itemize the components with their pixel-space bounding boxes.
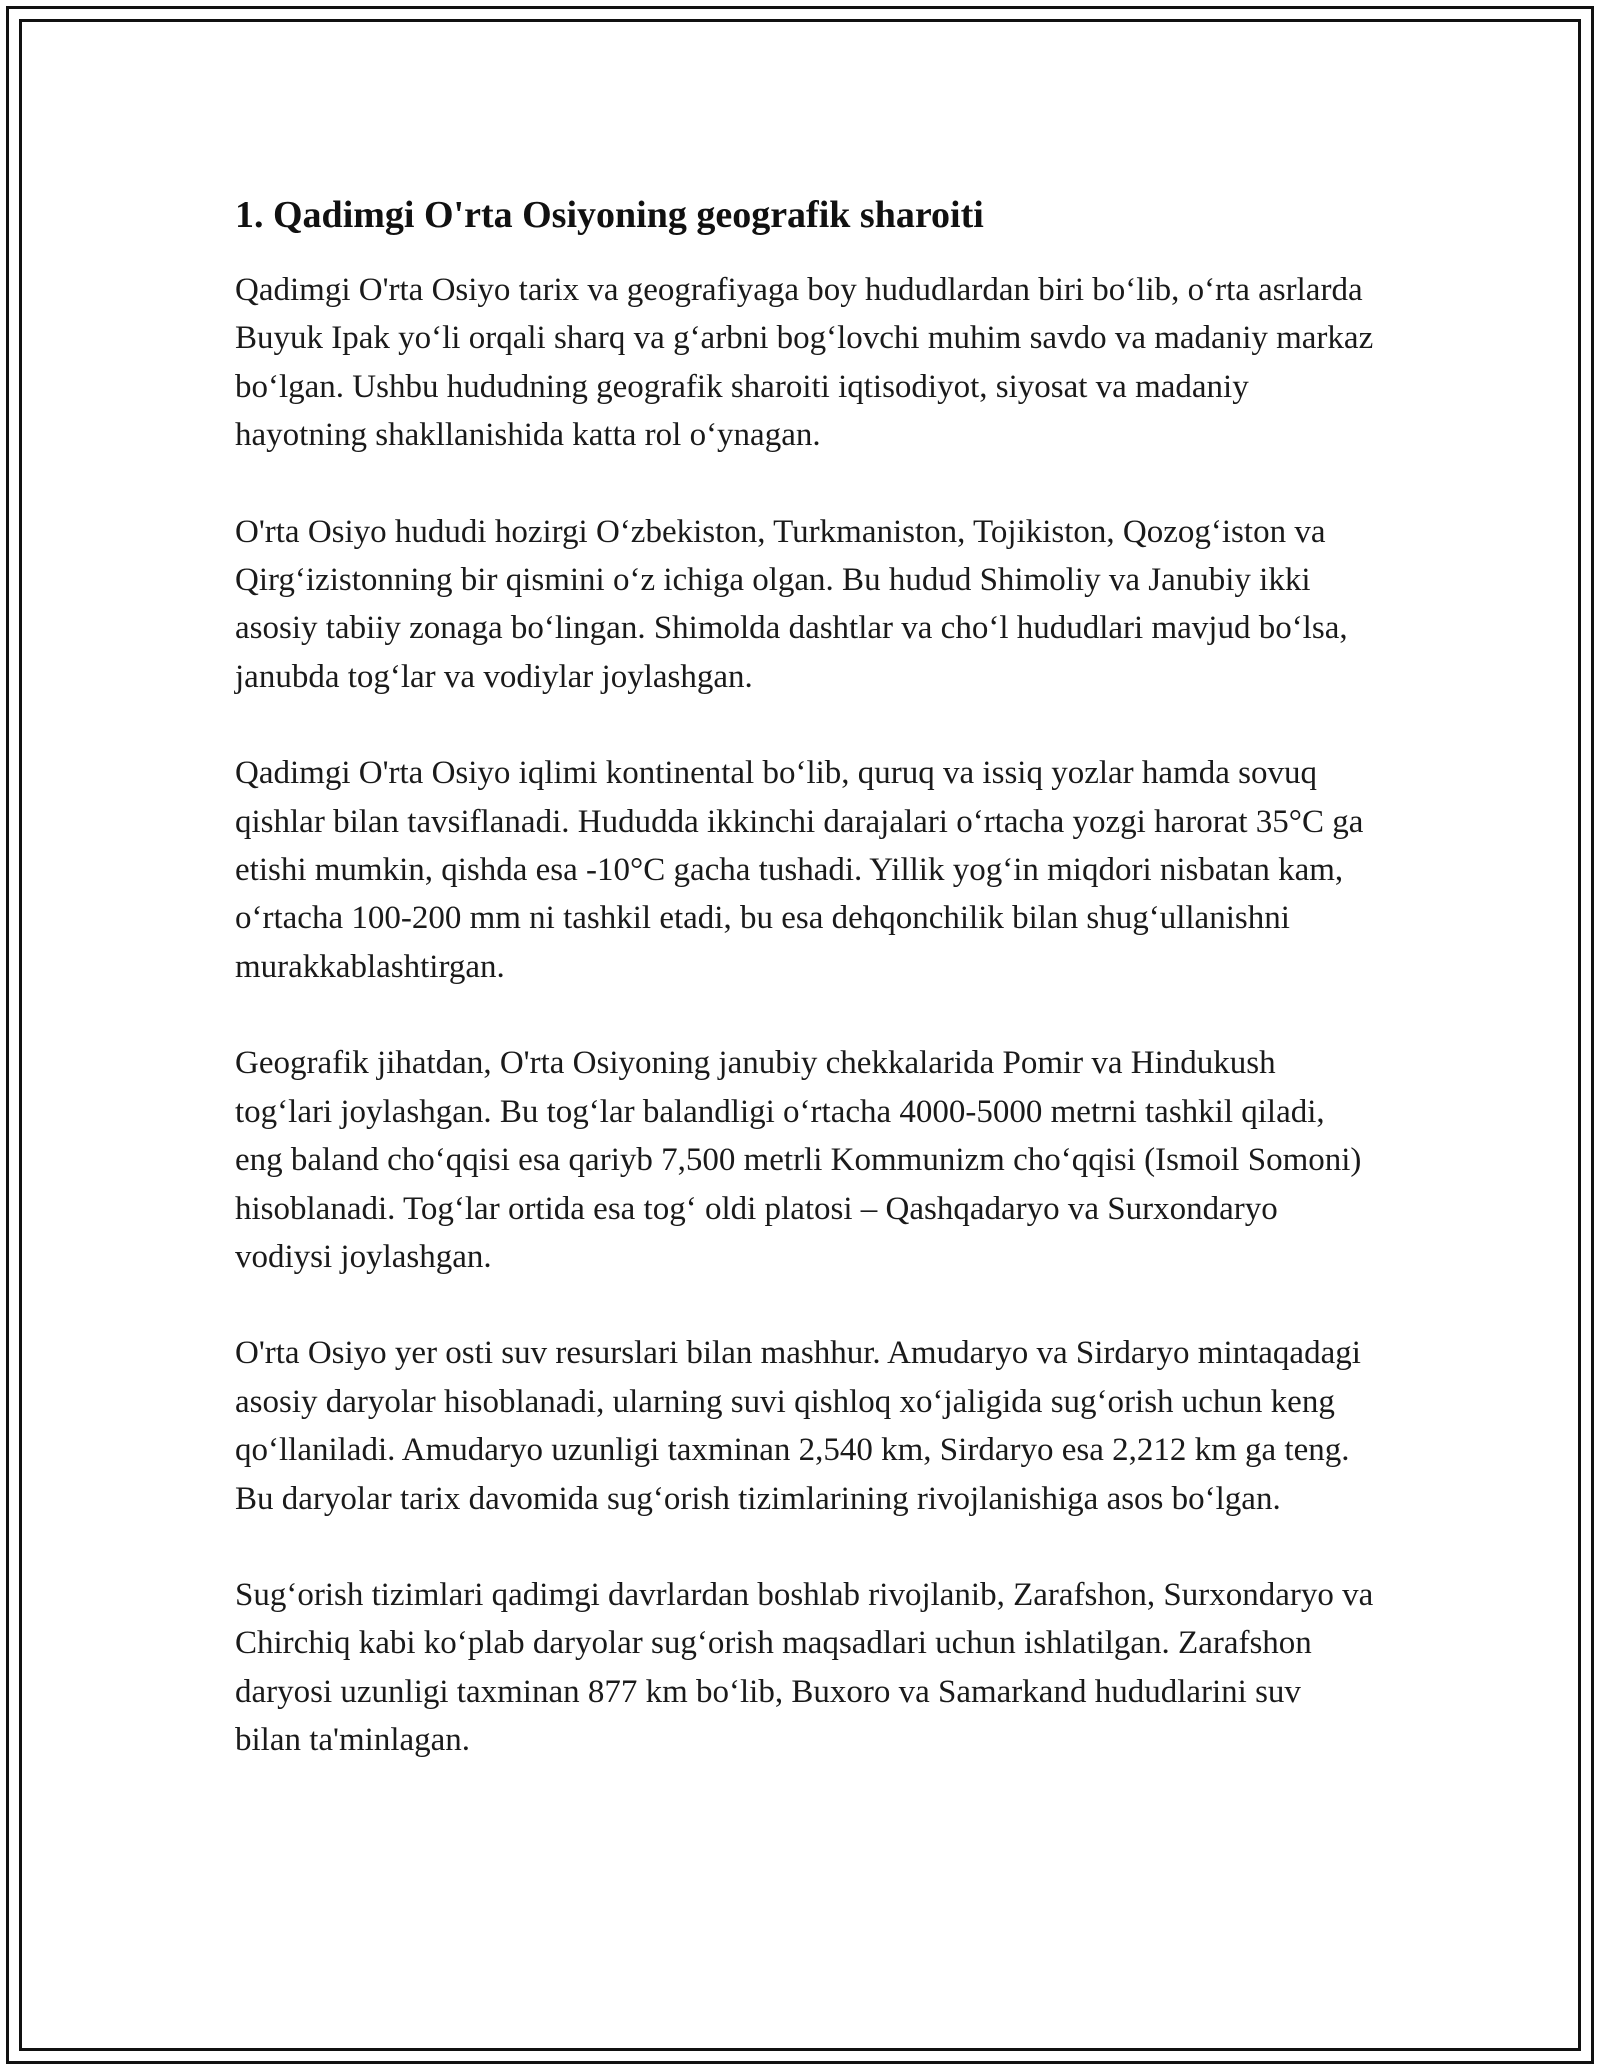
paragraph-climate: Qadimgi O'rta Osiyo iqlimi kontinental bo‘lib, quruq va issiq yozlar hamda sovuq qishlar bilan tavsiflanadi. Hududda ikkinchi darajalari o‘rtacha yozgi harorat 35°C ga etishi mumkin, qishda esa -10°C gacha tushadi. Yillik yog‘in miqdori nisbatan kam, o‘rtacha 100-200 mm ni tashkil etadi, bu esa dehqonchilik bilan shug‘ullanishni murakkablashtirgan. — [235, 755, 1364, 985]
paragraph-irrigation: Sug‘orish tizimlari qadimgi davrlardan boshlab rivojlanib, Zarafshon, Surxondaryo va Chirchiq kabi ko‘plab daryolar sug‘orish maqsadlari uchun ishlatilgan. Zarafshon daryosi uzunligi taxminan 877 km bo‘lib, Buxoro va Samarkand hududlarini suv bilan ta'minlagan. — [235, 1576, 1374, 1759]
document-body — [235, 186, 1375, 1813]
paragraph-mountains: Geografik jihatdan, O'rta Osiyoning janubiy chekkalarida Pomir va Hindukush tog‘lari joylashgan. Bu tog‘lar balandligi o‘rtacha 4000-5000 metrni tashkil qiladi, eng baland cho‘qqisi esa qariyb 7,500 metrli Kommunizm cho‘qqisi (Ismoil Somoni) hisoblanadi. Tog‘lar ortida esa tog‘ oldi platosi – Qashqadaryo va Surxondaryo vodiysi joylashgan. — [235, 1045, 1362, 1275]
paragraph-rivers: O'rta Osiyo yer osti suv resurslari bilan mashhur. Amudaryo va Sirdaryo mintaqadagi asosiy daryolar hisoblanadi, ularning suvi qishloq xo‘jaligida sug‘orish uchun keng qo‘llaniladi. Amudaryo uzunligi taxminan 2,540 km, Sirdaryo esa 2,212 km ga teng. Bu daryolar tarix davomida sug‘orish tizimlarining rivojlanishiga asos bo‘lgan. — [235, 1335, 1361, 1517]
paragraph-intro: Qadimgi O'rta Osiyo tarix va geografiyaga boy hududlardan biri bo‘lib, o‘rta asrlarda Buyuk Ipak yo‘li orqali sharq va g‘arbni bog‘lovchi muhim savdo va madaniy markaz bo‘lgan. Ushbu hududning geografik sharoiti iqtisodiyot, siyosat va madaniy hayotning shakllanishida katta rol o‘ynagan. — [235, 272, 1374, 454]
section-heading: 1. Qadimgi O'rta Osiyoning geografik sharoiti — [235, 194, 984, 236]
paragraph-territory: O'rta Osiyo hududi hozirgi O‘zbekiston, Turkmaniston, Tojikiston, Qozog‘iston va Qirg‘izistonning bir qismini o‘z ichiga olgan. Bu hudud Shimoliy va Janubiy ikki asosiy tabiiy zonaga bo‘lingan. Shimolda dashtlar va cho‘l hududlari mavjud bo‘lsa, janubda tog‘lar va vodiylar joylashgan. — [235, 513, 1348, 695]
